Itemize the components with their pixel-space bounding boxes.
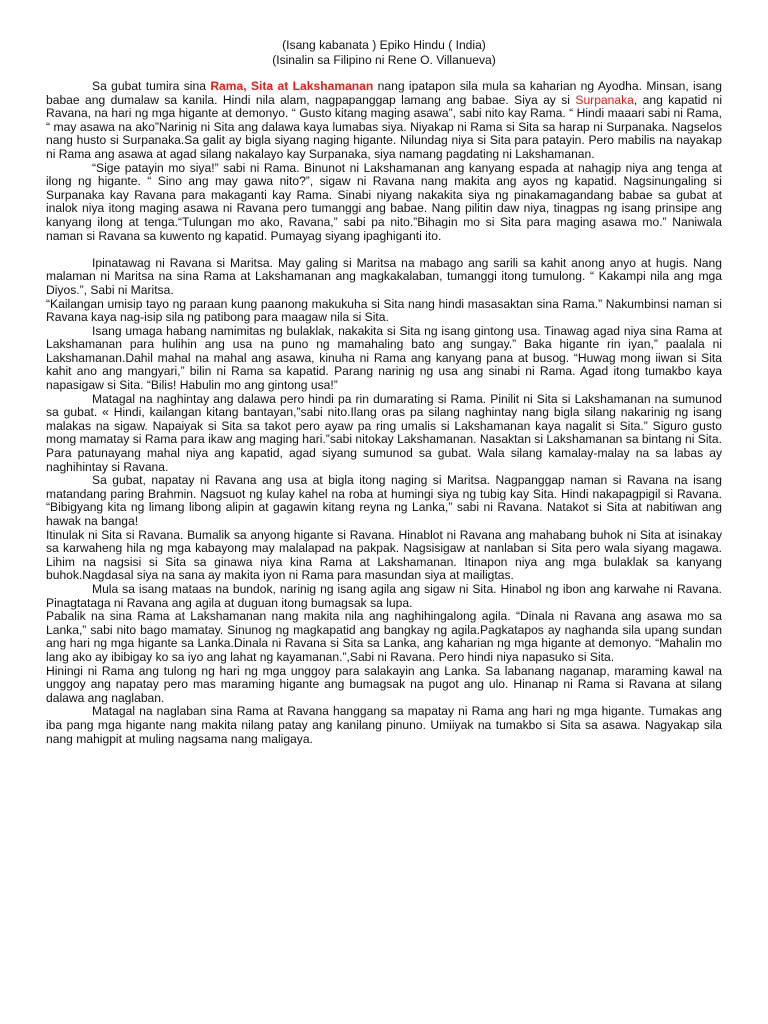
document-body	[46, 80, 722, 746]
paragraph-2: “Sige patayin mo siya!” sabi ni Rama. Binunot ni Lakshamanan ang kanyang espada at nahagip niya ang tenga at ilong ng higante. “ Sino ang may gawa nito?”, sigaw ni Ravana nang makita ang ayos ng kapatid. Nagsinungaling si Surpanaka kay Ravana para makaganti kay Rama. Sinabi niyang nakakita siya ng pinakamagandang babae sa gubat at inalok niya itong maging asawa ni Ravana pero tumanggi ang babae. Nang pilitin daw niya, tinagpas ng isang prinsipe ang kanyang ilong at tenga.“Tulungan mo ako, Ravana,” sabi pa nito.”Bihagin mo si Sita para maging asawa mo.” Naniwala naman si Ravana sa kuwento ng kapatid. Pumayag siyang ipaghiganti ito.	[46, 160, 722, 243]
paragraph-4: “Kailangan umisip tayo ng paraan kung paanong makukuha si Sita nang hindi masasaktan sina Rama.” Nakumbinsi naman si Ravana kaya nag-isip sila ng patibong para maagaw nila si Sita.	[46, 296, 722, 325]
paragraph-12: Matagal na naglaban sina Rama at Ravana hanggang sa mapatay ni Rama ang hari ng mga higante. Tumakas ang iba pang mga higante nang makita nilang patay ang kanilang pinuno. Umiiyak na tumakbo si Sita sa asawa. Nagyakap sila nang mahigpit at muling nagsama nang maligaya.	[46, 704, 722, 746]
paragraph-7: Sa gubat, napatay ni Ravana ang usa at bigla itong naging si Maritsa. Nagpanggap naman si Ravana na isang matandang paring Brahmin. Nagsuot ng kulay kahel na roba at humingi siya ng tubig kay Sita. Hindi nakapagpigil si Ravana. “Bibigyang kita ng limang libong alipin at gagawin kitang reyna ng Lanka,” sabi ni Ravana. Natakot si Sita at nabitiwan ang hawak na banga!	[46, 473, 722, 528]
paragraph-10: Pabalik na sina Rama at Lakshamanan nang makita nila ang naghihingalong agila. “Dinala ni Ravana ang asawa mo sa Lanka,” sabi nito bago mamatay. Sinunog ng magkapatid ang bangkay ng agila.Pagkatapos ay naghanda sila upang sundan ang hari ng mga higante sa Lanka.Dinala ni Ravana si Sita sa Lanka, ang kaharian ng mga higante at demonyo. “Mahalin mo lang ako ay ibibigay ko sa iyo ang lahat ng kayamanan.”,Sabi ni Ravana. Pero hindi niya napasuko si Sita.	[46, 609, 722, 664]
paragraph-1	[46, 80, 722, 162]
paragraph-9: Mula sa isang mataas na bundok, narinig ng isang agila ang sigaw ni Sita. Hinabol ng ibon ang karwahe ni Ravana. Pinagtataga ni Ravana ang agila at duguan itong bumagsak sa lupa.	[46, 581, 722, 610]
document-header	[46, 38, 722, 68]
paragraph-11: Hiningi ni Rama ang tulong ng hari ng mga unggoy para salakayin ang Lanka. Sa labanang naganap, maraming kawal na unggoy ang napatay pero mas maraming higante ang bumagsak na pugot ang ulo. Hinanap ni Rama si Ravana at silang dalawa ang naglaban.	[46, 663, 722, 705]
paragraph-spacer	[46, 243, 722, 257]
paragraph-8: Itinulak ni Sita si Ravana. Bumalik sa anyong higante si Ravana. Hinablot ni Ravana ang mahabang buhok ni Sita at isinakay sa karwaheng hila ng mga kabayong may malalapad na pakpak. Nagsisigaw at nanlaban si Sita pero wala siyang magawa. Lihim na nagsisi si Sita sa ginawa niya kina Rama at Lakshamanan. Itinapon niya ang mga bulaklak sa kanyang buhok.Nagdasal siya na sana ay makita iyon ni Rama para masundan siya at mailigtas.	[46, 527, 722, 583]
header-line-2: (Isinalin sa Filipino ni Rene O. Villanueva)	[272, 53, 496, 67]
header-line-1: (Isang kabanata ) Epiko Hindu ( India)	[282, 38, 486, 52]
paragraph-1-text-c: , ang kapatid ni Ravana, na hari ng mga higante at demonyo. “ Gusto kitang maging asawa”, sabi nito kay Rama. “ Hindi maaari sabi ni Rama, “ may asawa na ako”Narinig ni Sita ang dalawa kaya lumabas siya. Niyakap ni Rama si Sita sa harap ni Surpanaka. Nagselos nang husto si Surpanaka.Sa galit ay bigla siyang naging higante. Nilundag niya si Sita para patayin. Pero mabilis na nayakap ni Rama ang asawa at agad silang nakalayo kay Surpanaka, siya namang pagdating ni Lakshamanan.	[46, 92, 723, 161]
paragraph-1-text-a: Sa gubat tumira sina	[92, 79, 211, 93]
paragraph-1-text-b: nang ipatapon sila mula sa kaharian ng Ayodha. Minsan, isang babae ang dumalaw sa kanila. Hindi nila alam, nagpapanggap lamang ang babae. Siya ay si	[46, 79, 722, 107]
paragraph-5: Isang umaga habang namimitas ng bulaklak, nakakita si Sita ng isang gintong usa. Tinawag agad niya sina Rama at Lakshamanan para hulihin ang usa na puno ng mamahaling bato ang sungay.” Baka higante rin iyan,” paalala ni Lakshamanan.Dahil mahal na mahal ang asawa, kinuha ni Rama ang kanyang pana at busog. “Huwag mong iiwan si Sita kahit ano ang mangyari,” bilin ni Rama sa kapatid. Parang narinig ng usa ang sinabi ni Rama. Agad itong tumakbo kaya napasigaw si Sita. “Bilis! Habulin mo ang gintong usa!”	[46, 323, 722, 393]
highlighted-surpanaka: Surpanaka	[575, 92, 634, 107]
paragraph-6: Matagal na naghintay ang dalawa pero hindi pa rin dumarating si Rama. Pinilit ni Sita si Lakshamanan na sumunod sa gubat. « Hindi, kailangan kitang bantayan,”sabi nito.Ilang oras pa silang naghintay nang bigla silang nakarinig ng isang malakas na sigaw. Napaiyak si Sita sa takot pero ayaw pa ring umalis si Lakshamanan kaya nagalit si Sita.” Siguro gusto mong mamatay si Rama para ikaw ang maging hari.”sabi nitokay Lakshamanan. Nasaktan si Lakshamanan sa bintang ni Sita. Para patunayang mahal niya ang kapatid, agad siyang sumunod sa gubat. Wala silang kamalay-malay na sa labas ay naghihintay si Ravana.	[46, 391, 722, 474]
highlighted-names: Rama, Sita at Lakshamanan	[210, 79, 374, 93]
paragraph-3: Ipinatawag ni Ravana si Maritsa. May galing si Maritsa na mabago ang sarili sa kahit anong anyo at hugis. Nang malaman ni Maritsa na sina Rama at Lakshamanan ang magkakalaban, tumanggi itong tumulong. “ Kakampi nila ang mga Diyos.”, Sabi ni Maritsa.	[46, 255, 722, 297]
